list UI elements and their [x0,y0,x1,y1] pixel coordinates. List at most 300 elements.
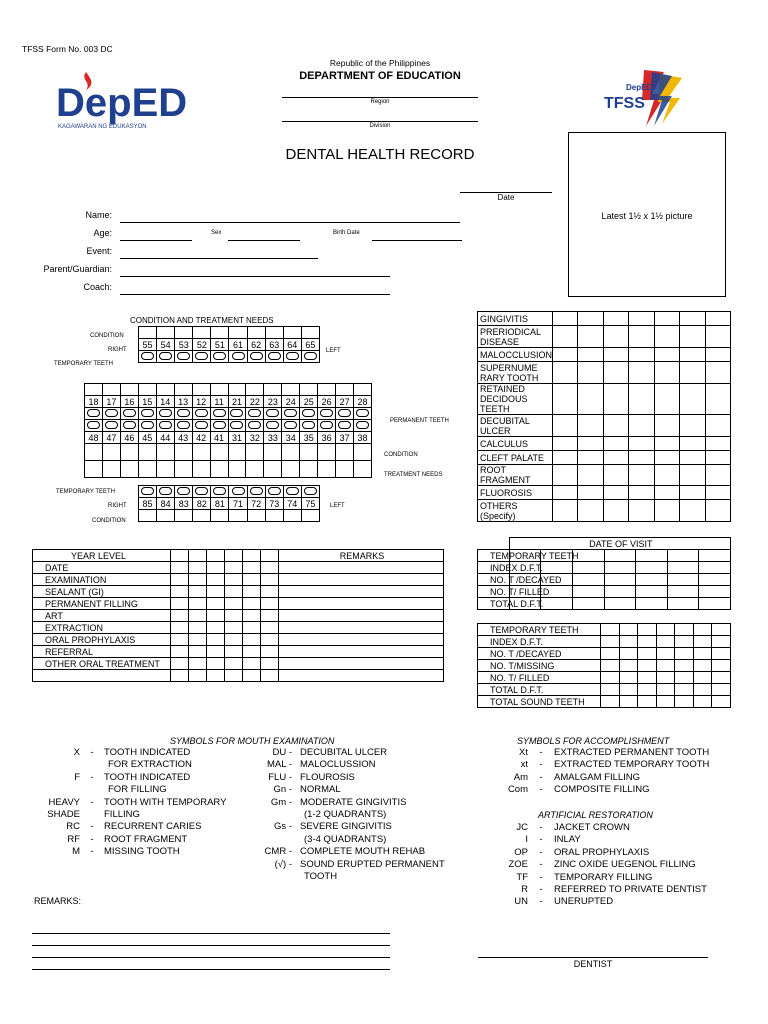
blank-cell[interactable] [693,696,712,708]
tooth-cell[interactable] [210,420,228,432]
blank-cell[interactable] [601,660,620,672]
blank-cell[interactable] [243,562,261,574]
blank-cell[interactable] [699,550,731,562]
blank-cell[interactable] [578,384,603,415]
tooth-cell[interactable] [120,408,138,420]
tooth-cell[interactable] [85,408,103,420]
tooth-cell[interactable] [318,420,336,432]
blank-cell[interactable] [629,465,654,486]
blank-cell[interactable] [85,444,103,461]
blank-cell[interactable] [541,562,573,574]
blank-cell[interactable] [243,634,261,646]
blank-cell[interactable] [656,672,675,684]
blank-cell[interactable] [189,598,207,610]
blank-cell[interactable] [225,574,243,586]
blank-cell[interactable] [705,500,730,522]
blank-cell[interactable] [207,610,225,622]
tooth-cell[interactable] [336,408,354,420]
blank-cell[interactable] [225,562,243,574]
blank-cell[interactable] [336,384,354,396]
blank-cell[interactable] [667,550,699,562]
blank-cell[interactable] [638,636,657,648]
blank-cell[interactable] [211,327,229,339]
blank-cell[interactable] [318,384,336,396]
blank-cell[interactable] [638,696,657,708]
blank-cell[interactable] [619,684,638,696]
blank-cell[interactable] [243,598,261,610]
blank-cell[interactable] [225,610,243,622]
blank-cell[interactable] [553,326,578,348]
blank-cell[interactable] [207,598,225,610]
blank-cell[interactable] [553,465,578,486]
tooth-cell[interactable] [283,351,301,363]
tooth-cell[interactable] [120,420,138,432]
blank-cell[interactable] [229,510,247,522]
blank-cell[interactable] [578,465,603,486]
blank-cell[interactable] [246,444,264,461]
dentist-signature-line[interactable] [478,957,708,958]
blank-cell[interactable] [247,327,265,339]
blank-cell[interactable] [675,696,694,708]
blank-cell[interactable] [171,646,189,658]
blank-cell[interactable] [189,574,207,586]
blank-cell[interactable] [261,646,279,658]
blank-cell[interactable] [667,598,699,610]
blank-cell[interactable] [207,658,225,670]
blank-cell[interactable] [85,384,103,396]
blank-cell[interactable] [243,610,261,622]
tooth-cell[interactable] [246,420,264,432]
blank-cell[interactable] [189,634,207,646]
blank-cell[interactable] [578,415,603,437]
blank-cell[interactable] [693,648,712,660]
blank-cell[interactable] [174,444,192,461]
sex-field[interactable] [228,240,300,241]
blank-cell[interactable] [604,598,636,610]
tooth-cell[interactable] [211,486,229,498]
age-field[interactable] [120,240,192,241]
blank-cell[interactable] [139,510,157,522]
blank-cell[interactable] [228,444,246,461]
blank-cell[interactable] [301,327,319,339]
blank-cell[interactable] [102,461,120,478]
blank-cell[interactable] [636,562,668,574]
tooth-cell[interactable] [193,351,211,363]
blank-cell[interactable] [210,384,228,396]
tooth-cell[interactable] [156,408,174,420]
blank-cell[interactable] [225,658,243,670]
blank-cell[interactable] [656,696,675,708]
blank-cell[interactable] [654,362,679,384]
blank-cell[interactable] [675,636,694,648]
blank-cell[interactable] [225,586,243,598]
blank-cell[interactable] [578,486,603,500]
blank-cell[interactable] [656,636,675,648]
blank-cell[interactable] [207,646,225,658]
blank-cell[interactable] [102,444,120,461]
blank-cell[interactable] [225,598,243,610]
blank-cell[interactable] [578,312,603,326]
remarks-line-1[interactable] [32,933,390,934]
blank-cell[interactable] [261,658,279,670]
blank-cell[interactable] [279,646,444,658]
blank-cell[interactable] [261,586,279,598]
blank-cell[interactable] [171,610,189,622]
blank-cell[interactable] [629,486,654,500]
tooth-cell[interactable] [85,420,103,432]
blank-cell[interactable] [553,312,578,326]
tooth-cell[interactable] [175,351,193,363]
blank-cell[interactable] [693,624,712,636]
tooth-cell[interactable] [139,486,157,498]
blank-cell[interactable] [667,562,699,574]
tooth-cell[interactable] [301,486,319,498]
blank-cell[interactable] [572,562,604,574]
blank-cell[interactable] [680,486,705,500]
blank-cell[interactable] [264,461,282,478]
blank-cell[interactable] [279,586,444,598]
blank-cell[interactable] [207,562,225,574]
blank-cell[interactable] [156,384,174,396]
blank-cell[interactable] [261,562,279,574]
blank-cell[interactable] [712,696,731,708]
tooth-cell[interactable] [354,408,372,420]
blank-cell[interactable] [572,598,604,610]
tooth-cell[interactable] [300,408,318,420]
blank-cell[interactable] [261,610,279,622]
blank-cell[interactable] [636,598,668,610]
blank-cell[interactable] [656,624,675,636]
blank-cell[interactable] [712,684,731,696]
blank-cell[interactable] [619,660,638,672]
photo-box[interactable] [568,132,726,297]
tooth-cell[interactable] [157,351,175,363]
blank-cell[interactable] [279,574,444,586]
blank-cell[interactable] [225,634,243,646]
blank-cell[interactable] [243,550,261,562]
blank-cell[interactable] [675,648,694,660]
blank-cell[interactable] [265,510,283,522]
birth-date-field[interactable] [372,240,462,241]
tooth-cell[interactable] [336,420,354,432]
blank-cell[interactable] [636,550,668,562]
tooth-cell[interactable] [229,351,247,363]
tooth-cell[interactable] [139,351,157,363]
blank-cell[interactable] [705,415,730,437]
blank-cell[interactable] [228,384,246,396]
blank-cell[interactable] [712,672,731,684]
blank-cell[interactable] [553,384,578,415]
blank-cell[interactable] [636,574,668,586]
blank-cell[interactable] [578,348,603,362]
tooth-cell[interactable] [300,420,318,432]
blank-cell[interactable] [243,622,261,634]
blank-cell[interactable] [171,634,189,646]
blank-cell[interactable] [699,574,731,586]
blank-cell[interactable] [354,384,372,396]
blank-cell[interactable] [619,672,638,684]
blank-cell[interactable] [192,384,210,396]
blank-cell[interactable] [654,415,679,437]
blank-cell[interactable] [553,415,578,437]
blank-cell[interactable] [578,326,603,348]
tooth-cell[interactable] [265,351,283,363]
blank-cell[interactable] [85,461,103,478]
blank-cell[interactable] [680,437,705,451]
blank-cell[interactable] [603,451,628,465]
blank-cell[interactable] [553,362,578,384]
blank-cell[interactable] [261,598,279,610]
blank-cell[interactable] [601,684,620,696]
blank-cell[interactable] [553,451,578,465]
tooth-cell[interactable] [246,408,264,420]
blank-cell[interactable] [680,465,705,486]
blank-cell[interactable] [693,636,712,648]
blank-cell[interactable] [603,384,628,415]
blank-cell[interactable] [247,510,265,522]
blank-cell[interactable] [654,348,679,362]
blank-cell[interactable] [603,465,628,486]
blank-cell[interactable] [638,672,657,684]
tooth-cell[interactable] [228,420,246,432]
blank-cell[interactable] [601,648,620,660]
blank-cell[interactable] [138,384,156,396]
blank-cell[interactable] [712,624,731,636]
blank-cell[interactable] [680,384,705,415]
blank-cell[interactable] [354,461,372,478]
blank-cell[interactable] [629,437,654,451]
blank-cell[interactable] [629,362,654,384]
blank-cell[interactable] [601,636,620,648]
blank-cell[interactable] [207,634,225,646]
tooth-cell[interactable] [301,351,319,363]
blank-cell[interactable] [228,461,246,478]
blank-cell[interactable] [553,500,578,522]
blank-cell[interactable] [354,444,372,461]
blank-cell[interactable] [171,586,189,598]
blank-cell[interactable] [603,437,628,451]
blank-cell[interactable] [638,660,657,672]
blank-cell[interactable] [264,444,282,461]
blank-cell[interactable] [138,444,156,461]
blank-cell[interactable] [705,451,730,465]
blank-cell[interactable] [174,461,192,478]
blank-cell[interactable] [318,444,336,461]
blank-cell[interactable] [693,660,712,672]
blank-cell[interactable] [680,415,705,437]
blank-cell[interactable] [207,670,225,682]
blank-cell[interactable] [601,696,620,708]
blank-cell[interactable] [699,598,731,610]
tooth-cell[interactable] [174,408,192,420]
remarks-line-4[interactable] [32,969,390,970]
blank-cell[interactable] [189,646,207,658]
blank-cell[interactable] [243,658,261,670]
tooth-cell[interactable] [228,408,246,420]
blank-cell[interactable] [279,610,444,622]
blank-cell[interactable] [603,415,628,437]
blank-cell[interactable] [654,312,679,326]
tooth-cell[interactable] [156,420,174,432]
blank-cell[interactable] [604,550,636,562]
tooth-cell[interactable] [211,351,229,363]
blank-cell[interactable] [193,510,211,522]
blank-cell[interactable] [102,384,120,396]
blank-cell[interactable] [603,486,628,500]
tooth-cell[interactable] [102,408,120,420]
blank-cell[interactable] [680,362,705,384]
blank-cell[interactable] [301,510,319,522]
name-field[interactable] [120,222,460,223]
blank-cell[interactable] [261,670,279,682]
blank-cell[interactable] [211,510,229,522]
blank-cell[interactable] [207,574,225,586]
blank-cell[interactable] [578,437,603,451]
blank-cell[interactable] [279,598,444,610]
blank-cell[interactable] [171,670,189,682]
blank-cell[interactable] [156,444,174,461]
blank-cell[interactable] [243,586,261,598]
tooth-cell[interactable] [282,408,300,420]
tooth-cell[interactable] [354,420,372,432]
tooth-cell[interactable] [174,420,192,432]
blank-cell[interactable] [282,384,300,396]
blank-cell[interactable] [157,327,175,339]
blank-cell[interactable] [629,500,654,522]
blank-cell[interactable] [279,622,444,634]
blank-cell[interactable] [261,634,279,646]
blank-cell[interactable] [705,486,730,500]
blank-cell[interactable] [693,672,712,684]
blank-cell[interactable] [619,636,638,648]
blank-cell[interactable] [261,550,279,562]
blank-cell[interactable] [192,444,210,461]
blank-cell[interactable] [336,461,354,478]
blank-cell[interactable] [156,461,174,478]
tooth-cell[interactable] [192,420,210,432]
blank-cell[interactable] [175,510,193,522]
blank-cell[interactable] [210,461,228,478]
blank-cell[interactable] [225,550,243,562]
blank-cell[interactable] [279,670,444,682]
blank-cell[interactable] [171,658,189,670]
blank-cell[interactable] [604,562,636,574]
blank-cell[interactable] [619,624,638,636]
blank-cell[interactable] [629,451,654,465]
tooth-cell[interactable] [210,408,228,420]
tooth-cell[interactable] [157,486,175,498]
blank-cell[interactable] [654,384,679,415]
blank-cell[interactable] [705,348,730,362]
blank-cell[interactable] [656,660,675,672]
blank-cell[interactable] [712,660,731,672]
tooth-cell[interactable] [264,420,282,432]
blank-cell[interactable] [282,444,300,461]
blank-cell[interactable] [604,586,636,598]
blank-cell[interactable] [225,646,243,658]
blank-cell[interactable] [207,550,225,562]
blank-cell[interactable] [680,451,705,465]
blank-cell[interactable] [712,648,731,660]
blank-cell[interactable] [265,327,283,339]
blank-cell[interactable] [246,384,264,396]
blank-cell[interactable] [578,362,603,384]
blank-cell[interactable] [601,624,620,636]
blank-cell[interactable] [189,622,207,634]
blank-cell[interactable] [680,348,705,362]
blank-cell[interactable] [264,384,282,396]
blank-cell[interactable] [654,500,679,522]
blank-cell[interactable] [578,451,603,465]
blank-cell[interactable] [654,437,679,451]
blank-cell[interactable] [675,660,694,672]
tooth-cell[interactable] [247,486,265,498]
blank-cell[interactable] [189,586,207,598]
blank-cell[interactable] [629,312,654,326]
blank-cell[interactable] [705,326,730,348]
blank-cell[interactable] [120,384,138,396]
blank-cell[interactable] [705,362,730,384]
blank-cell[interactable] [157,510,175,522]
blank-cell[interactable] [207,586,225,598]
blank-cell[interactable] [189,562,207,574]
tooth-cell[interactable] [193,486,211,498]
blank-cell[interactable] [553,437,578,451]
blank-cell[interactable] [699,562,731,574]
blank-cell[interactable] [193,327,211,339]
tooth-cell[interactable] [138,408,156,420]
blank-cell[interactable] [171,562,189,574]
blank-cell[interactable] [638,648,657,660]
blank-cell[interactable] [654,465,679,486]
blank-cell[interactable] [667,574,699,586]
blank-cell[interactable] [171,598,189,610]
blank-cell[interactable] [675,684,694,696]
blank-cell[interactable] [246,461,264,478]
parent-field[interactable] [120,276,390,277]
blank-cell[interactable] [139,327,157,339]
remarks-line-2[interactable] [32,945,390,946]
blank-cell[interactable] [189,610,207,622]
blank-cell[interactable] [572,586,604,598]
blank-cell[interactable] [712,636,731,648]
blank-cell[interactable] [629,326,654,348]
blank-cell[interactable] [603,312,628,326]
tooth-cell[interactable] [265,486,283,498]
blank-cell[interactable] [261,574,279,586]
blank-cell[interactable] [572,574,604,586]
blank-cell[interactable] [656,648,675,660]
blank-cell[interactable] [705,465,730,486]
tooth-cell[interactable] [138,420,156,432]
blank-cell[interactable] [603,326,628,348]
blank-cell[interactable] [225,670,243,682]
blank-cell[interactable] [189,658,207,670]
blank-cell[interactable] [603,500,628,522]
blank-cell[interactable] [680,500,705,522]
blank-cell[interactable] [120,461,138,478]
blank-cell[interactable] [705,312,730,326]
blank-cell[interactable] [243,670,261,682]
blank-cell[interactable] [229,327,247,339]
blank-cell[interactable] [603,362,628,384]
blank-cell[interactable] [680,312,705,326]
blank-cell[interactable] [189,670,207,682]
blank-cell[interactable] [174,384,192,396]
blank-cell[interactable] [189,550,207,562]
blank-cell[interactable] [654,451,679,465]
blank-cell[interactable] [243,574,261,586]
